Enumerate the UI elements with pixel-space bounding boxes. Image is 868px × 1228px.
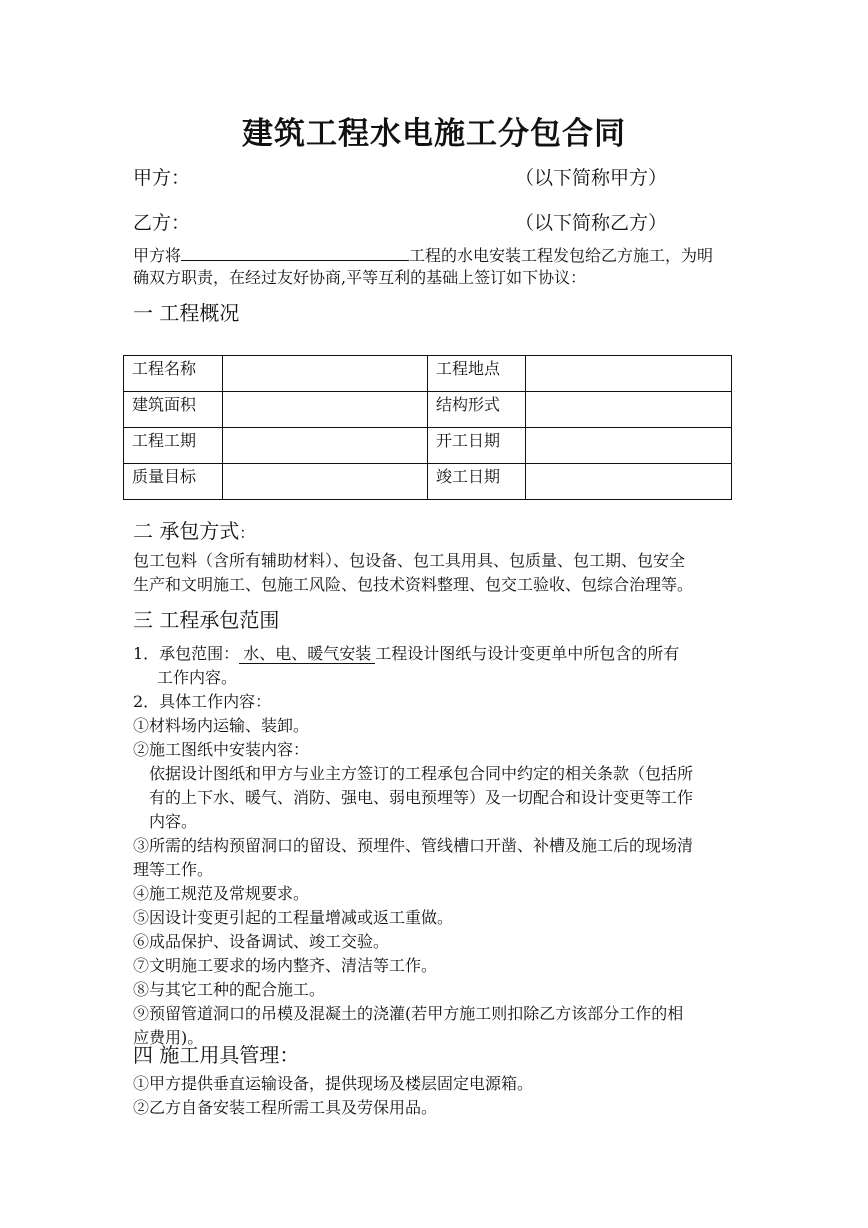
work-item: ⑥成品保护、设备调试、竣工交验。 <box>133 932 390 951</box>
work-item-detail: 依据设计图纸和甲方与业主方签订的工程承包合同中约定的相关条款（包括所 <box>149 764 694 783</box>
table-cell-label: 建筑面积 <box>124 392 223 428</box>
project-overview-table <box>123 355 732 500</box>
table-row <box>124 428 732 464</box>
intro-line-2: 确双方职责，在经过友好协商,平等互利的基础上签订如下协议： <box>133 268 587 287</box>
table-row <box>124 392 732 428</box>
work-item: ④施工规范及常规要求。 <box>133 884 310 903</box>
work-item-detail: 内容。 <box>149 812 198 831</box>
table-cell-value <box>526 392 732 428</box>
section-2-line: 包工包料（含所有辅助材料）、包设备、包工具用具、包质量、包工期、包安全 <box>133 551 686 570</box>
tools-item: ①甲方提供垂直运输设备，提供现场及楼层固定电源箱。 <box>133 1074 534 1093</box>
work-item: 理等工作。 <box>133 860 214 879</box>
section-2-line: 生产和文明施工、包施工风险、包技术资料整理、包交工验收、包综合治理等。 <box>133 575 694 594</box>
intro-line-1 <box>133 242 713 268</box>
table-cell-value <box>526 428 732 464</box>
table-cell-value <box>223 392 428 428</box>
intro-line1-suffix: 工程的水电安装工程发包给乙方施工，为明 <box>409 246 714 265</box>
scope-item-1-cont: 工作内容。 <box>157 668 238 687</box>
work-item: ③所需的结构预留洞口的留设、预埋件、管线槽口开凿、补槽及施工后的现场清 <box>133 836 694 855</box>
party-b-abbr: （以下简称乙方） <box>515 212 668 234</box>
scope-item-1 <box>133 642 679 666</box>
table-cell-label: 工程地点 <box>428 356 526 392</box>
party-b-label: 乙方： <box>133 212 191 234</box>
section-3-heading: 三 工程承包范围 <box>133 608 280 632</box>
work-item-detail: 有的上下水、暖气、消防、强电、弱电预埋等）及一切配合和设计变更等工作 <box>149 788 694 807</box>
table-row <box>124 464 732 500</box>
table-cell-value <box>223 428 428 464</box>
work-item: ①材料场内运输、装卸。 <box>133 716 310 735</box>
work-item: 应费用)。 <box>133 1028 204 1047</box>
table-row <box>124 356 732 392</box>
section-4-heading: 四 施工用具管理： <box>133 1043 300 1067</box>
table-cell-label: 工程名称 <box>124 356 223 392</box>
scope-item-2: 2．具体工作内容： <box>133 692 272 711</box>
document-title: 建筑工程水电施工分包合同 <box>242 116 626 152</box>
project-name-blank <box>181 242 409 261</box>
tools-item: ②乙方自备安装工程所需工具及劳保用品。 <box>133 1098 438 1117</box>
work-item: ②施工图纸中安装内容： <box>133 740 310 759</box>
section-2-title: 二 承包方式 <box>133 519 240 543</box>
work-item: ⑧与其它工种的配合施工。 <box>133 980 326 999</box>
scope-item-1-prefix: 1．承包范围： <box>133 644 240 663</box>
intro-prefix: 甲方将 <box>133 246 182 265</box>
table-cell-label: 质量目标 <box>124 464 223 500</box>
table-cell-value <box>526 356 732 392</box>
table-cell-label: 工程工期 <box>124 428 223 464</box>
table-cell-label: 结构形式 <box>428 392 526 428</box>
table-cell-label: 竣工日期 <box>428 464 526 500</box>
section-2-colon: ： <box>239 524 255 542</box>
table-cell-value <box>526 464 732 500</box>
work-item: ⑦文明施工要求的场内整齐、清洁等工作。 <box>133 956 438 975</box>
scope-item-1-suffix: 工程设计图纸与设计变更单中所包含的所有 <box>375 644 680 663</box>
section-1-heading: 一 工程概况 <box>133 301 240 325</box>
table-cell-value <box>223 356 428 392</box>
work-item: ⑤因设计变更引起的工程量增减或返工重做。 <box>133 908 454 927</box>
table-cell-value <box>223 464 428 500</box>
table-cell-label: 开工日期 <box>428 428 526 464</box>
party-a-label: 甲方： <box>133 167 191 189</box>
party-a-abbr: （以下简称甲方） <box>515 167 668 189</box>
scope-underlined-value: 水、电、暖气安装 <box>239 644 375 664</box>
section-2-heading <box>133 515 254 544</box>
work-item: ⑨预留管道洞口的吊模及混凝土的浇灌(若甲方施工则扣除乙方该部分工作的相 <box>133 1004 684 1023</box>
